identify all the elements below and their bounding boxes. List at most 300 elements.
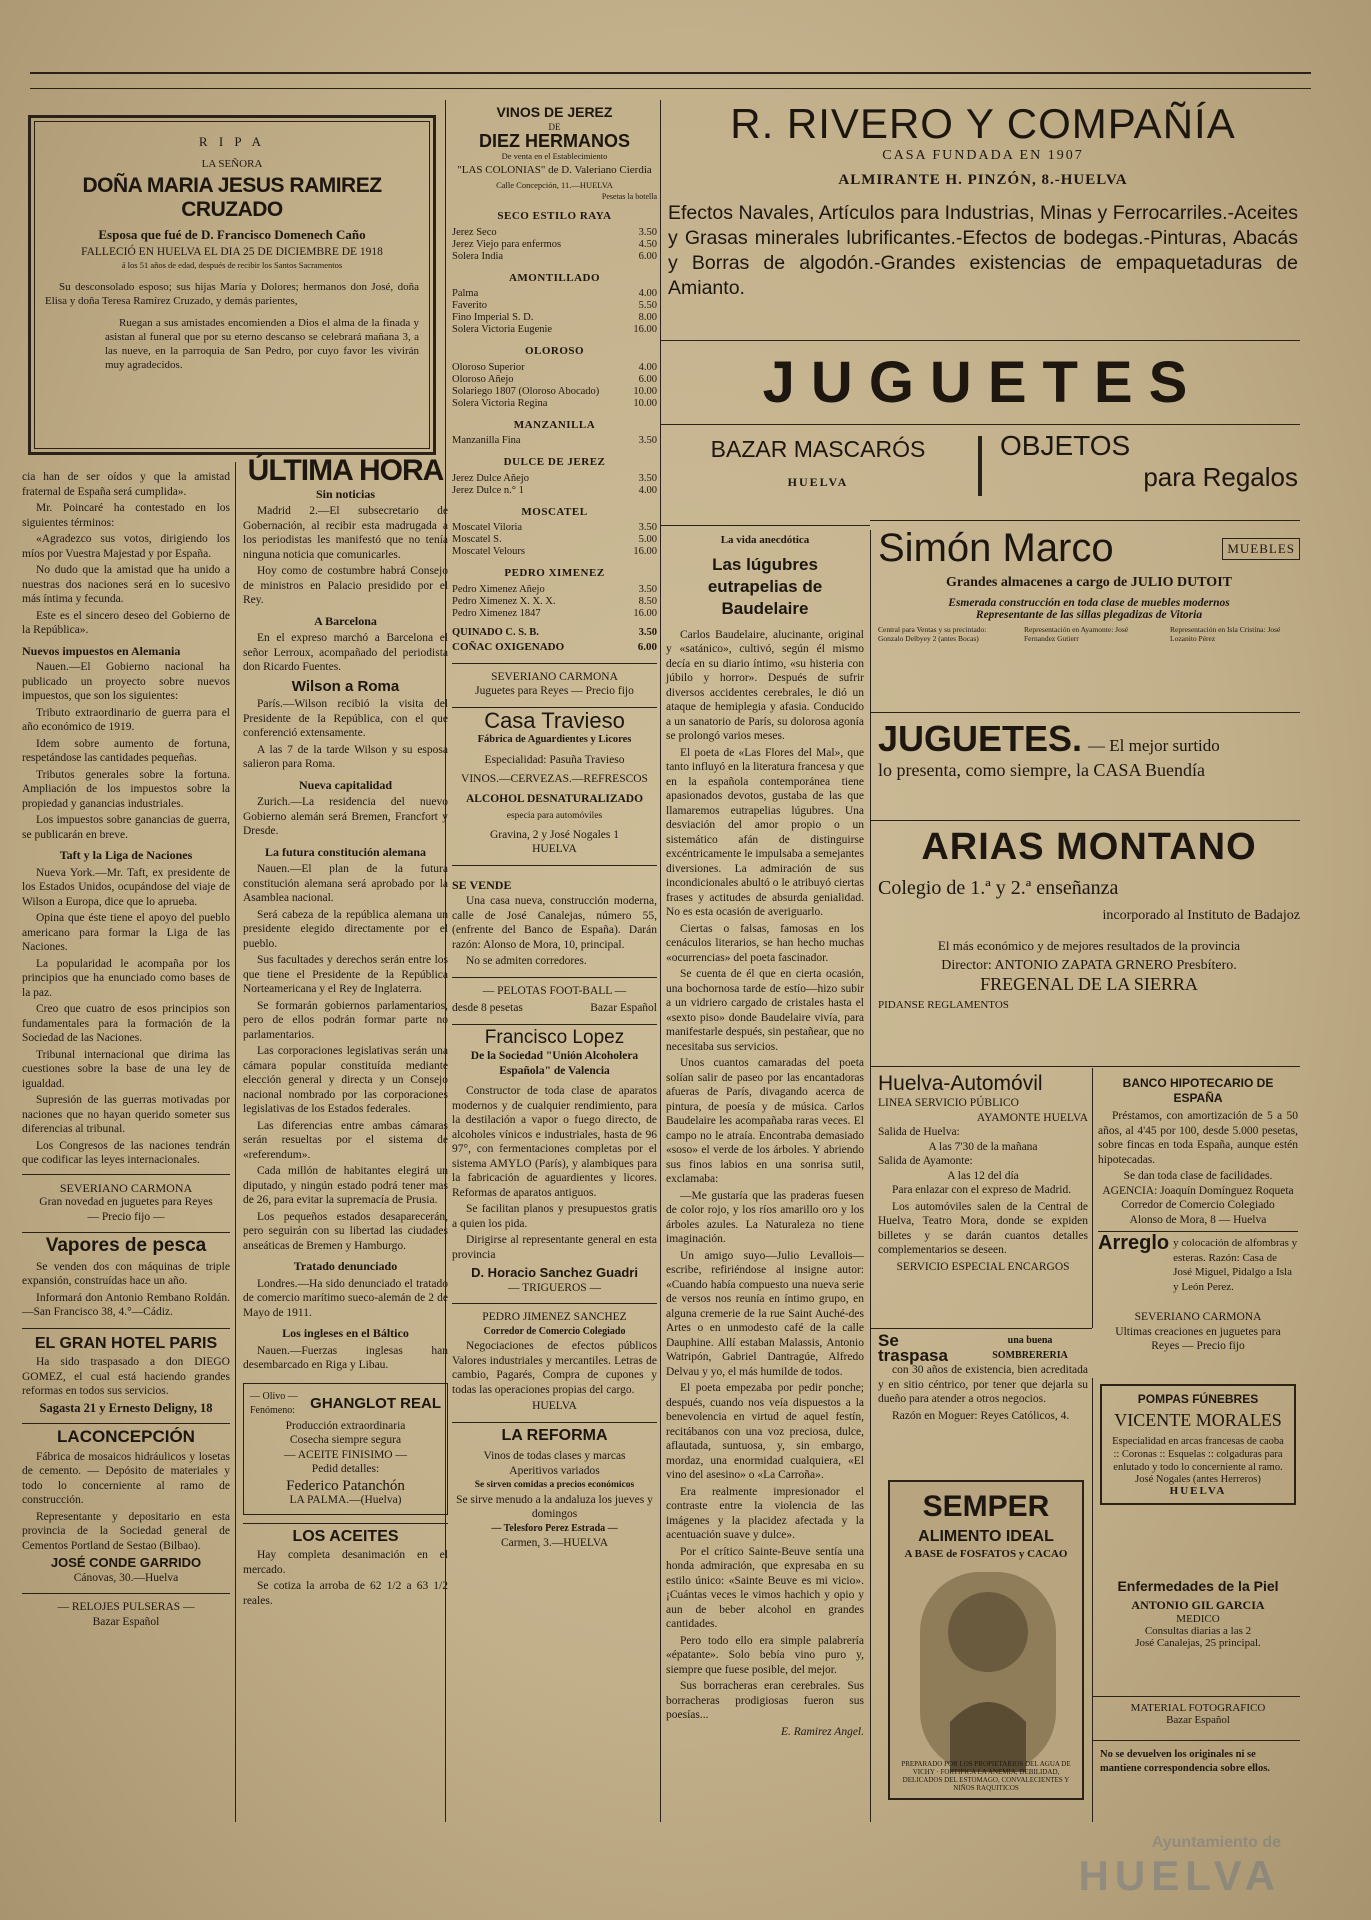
rip-label: R I P A [198, 134, 266, 149]
heading-sin-noticias: Sin noticias [315, 486, 375, 501]
col2-p13: Cada millón de habitantes elegirá un diputado, y ningún estado podrá tener mas de 26, para evitar la supremacía de Prusia. [243, 1165, 448, 1206]
auto-l4: A las 7'30 de la mañana [928, 1140, 1038, 1153]
ghanglot-addr: LA PALMA.—(Huelva) [289, 1494, 402, 1506]
traspasa-tag: una buena SOMBRERERIA [992, 1335, 1068, 1361]
wine-row [452, 584, 657, 596]
wine-name: Pedro Ximenez X. X. X. [452, 595, 556, 607]
wine-name: Pedro Ximenez Añejo [452, 583, 545, 595]
pelotas-title: — PELOTAS FOOT-BALL — [482, 984, 627, 997]
vinos-de: DE [548, 121, 561, 132]
pjs-text: Negociaciones de efectos públicos Valores industriales y mercantiles. Letras de cambio, Pagarés, Compra de cupones y todas las operaciones propias del cargo. [452, 1340, 657, 1396]
wine-price: 4.00 [638, 288, 657, 299]
col1-p11: Nueva York.—Mr. Taft, ex presidente de los Estados Unidos, ocupándose del viaje de Wilson a Europa, dice que lo aprueba. [22, 866, 230, 908]
vapores-ad [22, 1232, 230, 1320]
ghanglot-name: Federico Patanchón [286, 1477, 405, 1494]
wine-row [452, 608, 657, 620]
concepcion-title: LACONCEPCIÓN [57, 1427, 195, 1446]
aceites-box [243, 1523, 448, 1609]
column-1 [22, 470, 230, 1629]
travieso-addr: Gravina, 2 y José Nogales 1 [489, 828, 620, 841]
col1-p9: Tributos generales sobre la fortuna. Ampliación de los impuestos sobre la propiedad y ganancias industriales. [22, 768, 230, 810]
right-divider [1092, 1378, 1093, 1822]
bazar-name: BAZAR MASCARÓS [710, 436, 926, 462]
la-vida: La vida anecdótica [720, 534, 810, 546]
piel-name: ANTONIO GIL GARCIA [1131, 1598, 1265, 1612]
obituary-box [28, 115, 436, 455]
col1-p3: «Agradezco sus votos, dirigiendo los míos por Vuestra Majestad y por España. [22, 533, 230, 560]
wine-price: 16.00 [633, 324, 657, 335]
wine-section-heading: MANZANILLA [513, 418, 596, 431]
banco-text: Préstamos, con amortización de 5 a 50 años, al 4'45 por 100, desde 5.000 pesetas, sobre fincas en toda España, aunque estén hipotecadas. [1098, 1110, 1298, 1166]
auto-title: Huelva-Automóvil [878, 1072, 1043, 1095]
rule-bazar [660, 525, 870, 526]
heading-tratado: Tratado denunciado [293, 1259, 398, 1273]
wine-name: Oloroso Añejo [452, 373, 514, 385]
rule-buendia [870, 820, 1300, 821]
rule-arias [870, 1066, 1300, 1067]
carmona-ad [22, 1174, 230, 1225]
wine-price: 16.00 [633, 546, 657, 557]
vinos-brand: DIEZ HERMANOS [478, 131, 630, 151]
wine-name: Moscatel Viloria [452, 522, 523, 533]
carmona2-l1: Juguetes para Reyes — Precio fijo [475, 685, 634, 697]
wine-row [452, 300, 657, 312]
carmona3-ad [1098, 1310, 1298, 1354]
auto-ad [878, 1072, 1088, 1274]
foto-ad [1100, 1702, 1296, 1726]
col2-p9: Sus facultades y derechos serán entre los que tiene el Presidente de la República Norteamericana y el Rey de Inglaterra. [243, 954, 448, 995]
lopez-soc: De la Sociedad "Unión Alcoholera Española" de Valencia [470, 1050, 639, 1077]
arias-title: ARIAS MONTANO [921, 826, 1257, 868]
col4-p5: Unos cuantos camaradas del poeta solían salir de paseo por las encantadoras afueras de París, divagando acerca de pintura, de poesía y de música. Carlos Baudelaire les acompañaba raras veces. El campo no le atraía. Encontraba demasiado «soso» el verde de los árboles. Y abriendo sus finos labios en una sonrisa sutil, exclamaba: [666, 1057, 864, 1185]
top-rule [30, 72, 1311, 74]
arias-l6: PIDANSE REGLAMENTOS [878, 999, 1009, 1011]
signature: E. Ramirez Angel. [780, 1725, 864, 1738]
vinos-sold: De venta en el Establecimiento [501, 150, 608, 161]
buendia-title: JUGUETES. [878, 718, 1083, 759]
col2-p14: Los pequeños estados desaparecerán, pero seguirán con su libertad las ciudades anseáticas de Bremen y Hamburgo. [243, 1210, 448, 1252]
foto-l1: MATERIAL FOTOGRAFICO [1130, 1702, 1266, 1714]
hotel-ad [22, 1328, 230, 1416]
wine-name: Solariego 1807 (Oloroso Abocado) [452, 385, 600, 397]
wine-name: Moscatel Velours [452, 546, 526, 557]
wine-price: 3.50 [638, 522, 657, 533]
funeral-request: Ruegan a sus amistades encomienden a Dios el alma de la finada y asistan al funeral que por su eterno descanso se celebrará mañana 3, a las nueve, en la parroquia de San Pedro, por cuyo favor les vivirán muy agradecidos. [105, 317, 419, 371]
objetos-divider [978, 436, 982, 496]
auto-l2: AYAMONTE HUELVA [976, 1111, 1088, 1124]
pjs-name: PEDRO JIMENEZ SANCHEZ [482, 1311, 627, 1323]
reforma-title: LA REFORMA [501, 1426, 608, 1444]
column-4 [666, 533, 864, 1739]
juguetes-banner: JUGUETES [762, 350, 1204, 415]
rule-juguetes [660, 424, 1300, 425]
lopez-p3: Dirigirse al representante general en esta provincia [452, 1234, 657, 1261]
col4-p2: El poeta de «Las Flores del Mal», que tanto influyó en la literatura francesa y que en la española contemporánea tiene apasionados devotos, gustaba de las que llamaremos eutrapelias lúgubres. Una desviación del amor propio o un sistemático afán de distinguirse excéntricamente le impulsaba a semejantes diversiones. La admiración de sus incondicionales abultó o le atribuyó ciertas frases y actitudes de absurda genialidad. No es esta ocasión de averiguarlo. [666, 746, 864, 918]
buendia-l2: lo presenta, como siempre, la CASA Buendía [878, 760, 1205, 780]
reforma-ad [452, 1422, 657, 1551]
concepcion-text2: Representante y depositario en esta provincia de la Sociedad general de Cementos Portland de Sestao (Bilbao). [22, 1510, 230, 1552]
traspasa-title: Se traspasa [878, 1331, 948, 1365]
conac-price: 6.00 [637, 641, 657, 653]
col4-p10: Por el crítico Sainte-Beuve sentía una honda admiración, que expresaba en su estilo único: «Sainte Beuve es mi vicio». ¡Cuántas veces le vimos hachich y opio y aun de beber alcohol en grandes cantidades. [666, 1545, 864, 1630]
col2-p2: Hoy como de costumbre habrá Consejo de ministros en Palacio presidido por el Rey. [243, 565, 448, 606]
piel-l1: MEDICO [1176, 1613, 1220, 1625]
pompas-name: VICENTE MORALES [1114, 1410, 1282, 1430]
wine-section-heading: DULCE DE JEREZ [503, 456, 606, 468]
auto-l9: SERVICIO ESPECIAL ENCARGOS [896, 1260, 1070, 1273]
travieso-l3: VINOS.—CERVEZAS.—REFRESCOS [461, 773, 648, 785]
rivero-text: Efectos Navales, Artículos para Industrias, Minas y Ferrocarriles.-Aceites y Grasas minerales lubrificantes.-Efectos de bodegas.-Pinturas, Abacás y Borras de algodón.-Grandes existencias de empaquetaduras de Amianto. [668, 202, 1298, 299]
col1-p16: Supresión de las guerras motivadas por naciones que no hayan querido someter sus diferencias al tribunal. [22, 1094, 230, 1135]
arreglo-title: Arreglo [1098, 1232, 1170, 1254]
col2-p8: Será cabeza de la república alemana un presidente elegido directamente por el pueblo. [243, 908, 448, 950]
heading-baltico: Los ingleses en el Báltico [282, 1326, 409, 1340]
concepcion-addr: Cánovas, 30.—Huelva [73, 1571, 179, 1584]
wine-row [452, 473, 657, 485]
aceites-title: LOS ACEITES [292, 1527, 399, 1545]
wine-price: 3.50 [638, 435, 657, 446]
deceased-name: DOÑA MARIA JESUS RAMIREZ CRUZADO [82, 174, 382, 221]
wine-row [452, 546, 657, 558]
piel-ad [1100, 1578, 1296, 1649]
heading-constitucion: La futura constitución alemana [264, 844, 426, 859]
wine-row [452, 251, 657, 263]
quinado-row [452, 626, 657, 641]
arias-l3: El más económico y de mejores resultados de la provincia [937, 938, 1241, 953]
wine-name: Pedro Ximenez 1847 [452, 607, 541, 619]
marco-title: Simón Marco [878, 526, 1114, 570]
travieso-ad [452, 707, 657, 857]
wine-name: Solera India [452, 250, 504, 262]
arias-l4: Director: ANTONIO ZAPATA GRNERO Presbítero. [941, 958, 1237, 973]
pelotas-ad [452, 977, 657, 1016]
wine-name: Solera Victoria Eugenie [452, 324, 553, 335]
wine-row [452, 312, 657, 324]
pelotas-right: Bazar Español [590, 1002, 657, 1014]
arias-l1: Colegio de 1.ª y 2.ª enseñanza [878, 877, 1119, 899]
marco-l3: Representante de las sillas plegadizas de Vitoria [975, 609, 1203, 621]
wine-row [452, 522, 657, 534]
col2-p10: Se formarán gobiernos parlamentarios, pero de ellos podrán formar parte no parlamentarios. [243, 999, 448, 1041]
col1-p6: Nauen.—El Gobierno nacional ha publicado un proyecto sobre nuevos impuestos, que son los siguientes: [22, 661, 230, 702]
col2-p16: Nauen.—Fuerzas inglesas han desembarcado en Riga y Libau. [243, 1344, 448, 1371]
auto-l3: Salida de Huelva: [878, 1126, 960, 1138]
wine-name: Manzanilla Fina [452, 435, 521, 446]
wine-row [452, 362, 657, 374]
col1-p12: Opina que éste tiene el apoyo del pueblo americano para formar la Liga de las Naciones. [22, 912, 230, 953]
pompas-ad [1100, 1384, 1296, 1505]
carmona-line2: — Precio fijo — [87, 1210, 165, 1223]
hotel-addr: Sagasta 21 y Ernesto Deligny, 18 [39, 1400, 213, 1415]
wine-section-heading: PEDRO XIMENEZ [504, 567, 605, 579]
wine-name: Palma [452, 288, 479, 299]
la-senora: LA SEÑORA [201, 158, 263, 170]
relojes-line1: — RELOJES PULSERAS — [57, 1601, 195, 1613]
col2-p3: En el expreso marchó a Barcelona el señor Lerroux, acompañado del periodista don Ricardo Fuentes. [243, 632, 448, 673]
auto-l8: Los automóviles salen de la Central de Huelva, Teatro Mora, donde se expiden billetes y se darán cuantos detalles complementarios se deseen. [878, 1200, 1088, 1256]
marco-ad [878, 526, 1300, 643]
heading-wilson: Wilson a Roma [291, 677, 400, 695]
aceites-p1: Hay completa desanimación en el mercado. [243, 1549, 448, 1576]
wine-row [452, 485, 657, 497]
wine-price: 5.50 [638, 300, 657, 311]
wine-name: Jerez Dulce Añejo [452, 472, 529, 484]
col4-p6: —Me gustaría que las praderas fuesen de color rojo, y los ríos amarillo oro y los árboles azules. La Naturaleza no tiene imaginación. [666, 1189, 864, 1245]
ghanglot-l1: Producción extraordinaria [285, 1419, 406, 1432]
price-header: Pesetas la botella [601, 192, 657, 201]
wine-name: Moscatel S. [452, 534, 502, 545]
semper-1: SEMPER [922, 1490, 1050, 1523]
traspasa-addr: Razón en Moguer: Reyes Católicos, 4. [892, 1409, 1070, 1422]
vinos-colonias: "LAS COLONIAS" de D. Valeriano Cierdia [457, 164, 652, 176]
auto-l6: A las 12 del día [947, 1169, 1019, 1182]
ghanglot-l4: Pedid detalles: [311, 1463, 380, 1475]
quinado-price: 3.50 [638, 626, 657, 638]
wine-row [452, 288, 657, 300]
col2-p11: Las corporaciones legislativas serán una cámara popular constituída mediante elección general y directa y un Consejo nacional nombrado por las corporaciones legislativas de los Estados federales. [243, 1045, 448, 1115]
lopez-p1: Constructor de toda clase de aparatos modernos y de cualquier rendimiento, para la destilación a vapor o fuego directo, de alcoholes vínicos e industriales, hasta de 96 97°, con fermentaciones completas por el sistema AMYLO (París), y alambiques para la fabricación de aguardientes y licores. Reformas de aparatos antiguos. [452, 1085, 657, 1199]
col4-p3: Ciertas o falsas, famosas en los cenáculos literarios, se han hecho muchas «ocurrencias» del poeta fascinador. [666, 922, 864, 964]
carmona3-l2: Reyes — Precio fijo [1151, 1340, 1245, 1352]
quinado-name: QUINADO C. S. B. [452, 626, 539, 638]
rivero-title: R. RIVERO Y COMPAÑÍA [730, 100, 1236, 147]
marco-c3: Representación en Isla Cristina: José Lozanito Pérez [1170, 625, 1281, 643]
col4-p9: Era realmente impresionador el contraste entre la violencia de las imágenes y la placidez afectada y la acentuación suave y dulce». [666, 1485, 864, 1541]
col1-p8: Idem sobre aumento de fortuna, respetándose las cantidades pequeñas. [22, 737, 230, 764]
age-note: á los 51 años de edad, después de recibir los Santos Sacramentos [121, 260, 343, 270]
wine-name: Fino Imperial S. D. [452, 312, 534, 323]
date-death: FALLECIÓ EN HUELVA EL DIA 25 DE DICIEMBRE DE 1918 [81, 246, 383, 258]
travieso-l1: Fábrica de Aguardientes y Licores [477, 734, 632, 745]
travieso-city: HUELVA [532, 843, 577, 855]
col4-p12: Sus borracheras eran cerebrales. Sus borracheras prodigiosas fueron sus poesías... [666, 1680, 864, 1721]
watermark [1079, 1834, 1281, 1900]
pompas-city: HUELVA [1169, 1485, 1227, 1497]
se-vende-heading: SE VENDE [452, 877, 512, 892]
marco-l2: Esmerada construcción en toda clase de muebles modernos [948, 597, 1230, 609]
conac-row [452, 640, 657, 655]
column-2 [243, 454, 448, 1610]
arreglo-ad [1098, 1231, 1298, 1294]
reforma-addr: Carmen, 3.—HUELVA [500, 1537, 608, 1549]
carmona3-name: SEVERIANO CARMONA [1134, 1311, 1262, 1323]
relojes-line2: Bazar Español [92, 1615, 160, 1628]
col4-p1: Carlos Baudelaire, alucinante, original y «satánico», cultivó, según él mismo decía en su diario íntimo, «su histeria con júbilo y horror». Después de sufrir diversos accidentes cerebrales, le dió un ataque de hemiplegia y afasia. Conducido a un sanatorio de París, su dolorosa agonía se prolongó varios meses. [666, 628, 864, 742]
semper-3: A BASE de FOSFATOS y CACAO [904, 1548, 1068, 1560]
carmona-line1: Gran novedad en juguetes para Reyes [39, 1196, 213, 1208]
conac-name: COÑAC OXIGENADO [452, 641, 565, 653]
marco-tag: MUEBLES [1222, 538, 1300, 560]
col4-p11: Pero todo ello era simple palabrería «épatante». Solo bebía vino puro y, siempre que fuese posible, del mejor. [666, 1634, 864, 1676]
ghanglot-ad [243, 1383, 448, 1515]
banco-l4: Alonso de Mora, 8 — Huelva [1129, 1213, 1267, 1226]
travieso-l4: ALCOHOL DESNATURALIZADO [465, 792, 644, 805]
pompas-addr: José Nogales (antes Herreros) [1135, 1474, 1261, 1485]
wine-price: 6.00 [638, 373, 657, 385]
objetos-l1: OBJETOS [1000, 430, 1131, 461]
wine-row [452, 324, 657, 336]
rivero-founded: CASA FUNDADA EN 1907 [882, 148, 1084, 163]
wine-name: Oloroso Superior [452, 361, 525, 373]
semper-ad [888, 1480, 1084, 1800]
foto-l2: Bazar Español [1166, 1714, 1230, 1726]
ghanglot-left: — Olivo — Fenómeno: [250, 1390, 298, 1416]
heading-barcelona: A Barcelona [314, 613, 377, 628]
col-divider-1 [235, 462, 236, 1822]
col4-p8: El poeta empezaba por pedir ponche; después, cuando nos veía dispuestos a la benevolencia en virtud de aquel festín, recitábanos con una voz preciosa, dulce, aflautada, suntuosa, y, sin embargo, mordaz, una enormidad cualquiera, «El vino del asesino» o «La Carroña». [666, 1382, 864, 1481]
auto-l5: Salida de Ayamonte: [878, 1155, 973, 1167]
wine-price-list [452, 209, 657, 620]
pompas-title: POMPAS FÚNEBRES [1137, 1392, 1259, 1406]
rule-auto [870, 1328, 1092, 1329]
marco-c1: Central para Ventas y su precintado: Gonzalo Delbyey 2 (antes Bocas) [878, 625, 987, 643]
lopez-p2: Se facilitan planos y presupuestos gratis a quien los pida. [452, 1203, 657, 1230]
se-vende-p: Una casa nueva, construcción moderna, calle de José Canalejas, número 55, (enfrente del Banco de España). Darán razón: Alonso de Mora, 10, principal. [452, 895, 657, 951]
wine-price: 4.50 [638, 238, 657, 250]
col1-p5: Este es el sincero deseo del Gobierno de la República». [22, 609, 230, 636]
watermark-1: Ayuntamiento de [1151, 1834, 1281, 1851]
col1-p14: Creo que cuatro de esos principios son fundamentales para la formación de la Sociedad de las Naciones. [22, 1003, 230, 1044]
wine-price: 8.50 [638, 595, 657, 607]
semper-2: ALIMENTO IDEAL [918, 1528, 1054, 1545]
col4-p7: Un amigo suyo—Julio Levallois—escribe, refiriéndose al insigne autor: «Cuando había compuesto una nueva serie de versos nos reunía en íntimo grupo, en alguna cremerie de la rue Saint Auché-des Artes o en unmodesto café de la calle Dauphine. Allí estaban Malassis, Antonio Watripón, Gabriel Dantragúe, Alfredo Delvau y yo, el más humilde de todos. [666, 1249, 864, 1378]
piel-title: Enfermedades de la Piel [1117, 1578, 1279, 1594]
lopez-title: Francisco Lopez [484, 1026, 625, 1048]
wine-row [452, 227, 657, 239]
arias-l5: FREGENAL DE LA SIERRA [980, 974, 1198, 994]
concepcion-ad [22, 1423, 230, 1585]
rule-marco [870, 712, 1300, 713]
figure-shape [948, 1592, 1028, 1672]
vapores-text: Se venden dos con máquinas de triple expansión, construídas hace un año. [22, 1260, 230, 1287]
col1-p17: Los Congresos de las naciones tendrán que codificar las leyes internacionales. [22, 1139, 230, 1166]
col2-p15: Londres.—Ha sido denunciado el tratado de comercio marítimo sueco-alemán de 2 de Mayo de 1911. [243, 1277, 448, 1319]
guadri-city: — TRIGUEROS — [507, 1281, 602, 1294]
hotel-title: EL GRAN HOTEL PARIS [34, 1334, 218, 1352]
marco-l1: Grandes almacenes a cargo de JULIO DUTOIT [946, 575, 1232, 590]
wine-section-heading: SECO ESTILO RAYA [497, 210, 612, 222]
wine-row [452, 398, 657, 410]
family-text: Su desconsolado esposo; sus hijas María y Dolores; hermanos don José, doña Elisa y doña Teresa Ramírez Cruzado, y demás parientes, [45, 281, 419, 307]
bazar-city: HUELVA [787, 475, 849, 489]
wine-row [452, 596, 657, 608]
heading-capitalidad: Nueva capitalidad [298, 777, 392, 792]
col1-p7: Tributo extraordinario de guerra para el año económico de 1919. [22, 706, 230, 733]
col1-p4: No dudo que la amistad que ha unido a nuestras dos naciones será en lo sucesivo más íntima y fecunda. [22, 564, 230, 605]
rivero-addr: ALMIRANTE H. PINZÓN, 8.-HUELVA [838, 172, 1128, 188]
carmona-name: SEVERIANO CARMONA [59, 1180, 193, 1195]
buendia-l1: — El mejor surtido [1088, 736, 1220, 755]
lopez-ad [452, 1024, 657, 1296]
relojes-ad [22, 1593, 230, 1629]
wine-row [452, 435, 657, 447]
wine-price: 6.00 [638, 250, 657, 262]
wine-section-heading: OLOROSO [524, 345, 585, 357]
col2-p4: París.—Wilson recibió la visita del Presidente de la República, con el que conferenció extensamente. [243, 698, 448, 739]
wine-name: Faverito [452, 300, 487, 311]
auto-l1: LINEA SERVICIO PÚBLICO [878, 1097, 1019, 1109]
wine-price: 4.00 [638, 484, 657, 496]
banco-title: BANCO HIPOTECARIO DE ESPAÑA [1122, 1076, 1274, 1105]
wine-row [452, 386, 657, 398]
wine-name: Jerez Viejo para enfermos [452, 238, 562, 250]
carmona-ad-2 [452, 663, 657, 699]
devuelven: No se devuelven los originales ni se mantiene correspondencia sobre ellos. [1100, 1749, 1270, 1774]
reforma-l3: Se sirven comidas a precios económicos [474, 1480, 635, 1490]
wine-price: 3.50 [638, 472, 657, 484]
col2-p12: Las diferencias entre ambas cámaras serán resueltas por el sistema de «referendum». [243, 1119, 448, 1161]
carmona3-l1: Ultimas creaciones en juguetes para [1115, 1325, 1281, 1338]
rule-bazar-r [870, 520, 1300, 521]
traspasa-text: con 30 años de existencia, bien acreditada y en sitio céntrico, por tener que dejarla su dueño para atender a otros negocios. [878, 1364, 1088, 1405]
auto-divider [1092, 1068, 1093, 1328]
col2-p1: Madrid 2.—El subsecretario de Gobernación, al recibir esta madrugada a los periodistas les manifestó que no tenía ninguna noticia que comunicarles. [243, 505, 448, 561]
reforma-l1: Vinos de todas clases y marcas [483, 1450, 626, 1462]
wine-price: 5.00 [638, 534, 657, 545]
rivero-ad [668, 100, 1298, 301]
column-3 [452, 105, 657, 1551]
wine-row [452, 374, 657, 386]
heading-alemania: Nuevos impuestos en Alemania [22, 643, 181, 658]
heading-taft: Taft y la Liga de Naciones [59, 848, 193, 862]
reforma-l2: Aperitivos variados [509, 1464, 600, 1477]
travieso-title: Casa Travieso [484, 707, 625, 733]
auto-l7: Para enlazar con el expreso de Madrid. [892, 1184, 1072, 1196]
aceites-p2: Se cotiza la arroba de 62 1/2 a 63 1/2 reales. [243, 1580, 448, 1607]
col1-p1: cia han de ser oídos y que la amistad fraternal de España será cumplida». [22, 471, 230, 498]
wine-section-heading: AMONTILLADO [508, 271, 601, 284]
arreglo-text: y colocación de alfombras y esteras. Razón: Casa de José Miguel, Pidalgo a Isla y León Perez. [1173, 1237, 1298, 1293]
wine-name: Jerez Dulce n.° 1 [452, 484, 524, 496]
travieso-l2: Especialidad: Pasuña Travieso [484, 753, 625, 766]
wife-of: Esposa que fué de D. Francisco Domenech Caño [98, 227, 366, 242]
se-vende-ad [452, 865, 657, 969]
vapores-title: Vapores de pesca [45, 1235, 207, 1256]
col1-p15: Tribunal internacional que dirima las cuestiones sobre la base de una ley de igualdad. [22, 1048, 230, 1090]
rule-piel [1092, 1696, 1300, 1697]
marco-c2: Representación en Ayamonte: José Fernandez Gutierr [1024, 625, 1129, 643]
banco-ad [1098, 1076, 1298, 1294]
pompas-text: Especialidad en arcas francesas de caoba :: Coronas :: Esquelas :: colgaduras para enlutado y todo lo concerniente al ramo. [1112, 1436, 1284, 1473]
ultima-hora-title: ÚLTIMA HORA [247, 454, 444, 487]
concepcion-text1: Fábrica de mosaicos hidráulicos y losetas de cemento. — Depósito de materiales y todo lo concerniente al ramo de construcción. [22, 1450, 230, 1506]
col2-p7: Nauen.—El plan de la futura constitución alemana será aprobado por la Asamblea nacional. [243, 863, 448, 904]
baudelaire-title: Las lúgubres eutrapelias de Baudelaire [707, 554, 823, 618]
banco-l3: AGENCIA: Joaquín Domínguez Roqueta Corredor de Comercio Colegiado [1102, 1184, 1294, 1211]
col1-p10: Los impuestos sobre ganancias de guerra, se publicarán en breve. [22, 814, 230, 841]
wine-name: Jerez Seco [452, 226, 497, 238]
rule-rivero [660, 340, 1300, 341]
col4-p4: Se cuenta de él que en cierta ocasión, una bochornosa tarde de estío—hizo subir a un vidriero cargado de cristales hasta el «sexto piso» donde Baudelaire vivía, para manifestarle después, sin pestañear, que no necesitaba sus servicios. [666, 968, 864, 1053]
pjs-title: Corredor de Comercio Colegiado [483, 1325, 626, 1337]
vinos-addr: Calle Concepción, 11.—HUELVA [496, 179, 613, 190]
col2-p5: A las 7 de la tarde Wilson y su esposa salieron para Roma. [243, 743, 448, 770]
arias-ad [878, 826, 1300, 1011]
top-rule-2 [30, 88, 1311, 89]
vinos-title: VINOS DE JEREZ [496, 104, 613, 120]
semper-4: PREPARADO POR LOS PROPIETARIOS DEL AGUA DE VICHY · FORTIFICA LA ANEMIA, DEBILIDAD, DELICADOS DEL ESTOMAGO, CONVALECIENTES Y NIÑOS RAQUITICOS [901, 1760, 1071, 1792]
traspasa-ad [878, 1331, 1088, 1425]
col-divider-4 [870, 530, 871, 1822]
pjs-ad [452, 1303, 657, 1414]
ghanglot-title: GHANGLOT REAL [310, 1394, 441, 1412]
wine-price: 16.00 [633, 607, 657, 619]
vapores-info: Informará don Antonio Rembano Roldán.—San Francisco 38, 4.°—Cádiz. [22, 1291, 230, 1318]
reforma-l4: Se sirve menudo a la andaluza los jueves y domingos [456, 1493, 653, 1520]
pelotas-left: desde 8 pesetas [452, 1002, 523, 1014]
banco-l2: Se dan toda clase de facilidades. [1123, 1170, 1273, 1182]
wine-name: Solera Victoria Regina [452, 397, 548, 409]
